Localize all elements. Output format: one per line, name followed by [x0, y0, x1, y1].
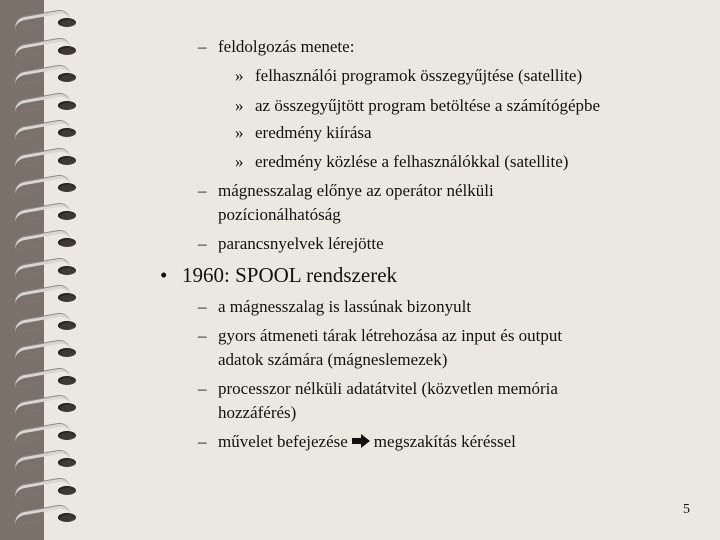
line-text: processzor nélküli adatátvitel (közvetlen memória: [218, 379, 558, 398]
line-betoltes: [235, 96, 600, 116]
line-text: hozzáférés): [218, 403, 297, 422]
line-text: felhasználói programok összegyűjtése (satellite): [255, 66, 583, 85]
line-kozles: [235, 152, 568, 172]
page-number: 5: [683, 502, 690, 517]
line-adatok: [218, 350, 447, 370]
line-lassu: [198, 297, 471, 317]
sub-marker: »: [235, 152, 244, 171]
line-text: parancsnyelvek lérejötte: [218, 234, 384, 253]
line-text: művelet befejezése: [218, 432, 348, 451]
line-text: az összegyűjtött program betöltése a számítógépbe: [255, 96, 601, 115]
line-felhasznaloi: [235, 66, 582, 86]
line-feldolgozas: [198, 37, 354, 57]
line-text: mágnesszalag előnye az operátor nélküli: [218, 181, 494, 200]
dash-marker: –: [198, 432, 207, 451]
line-gyors-tarak: [198, 326, 562, 346]
right-arrow-icon: [351, 433, 371, 454]
line-text: megszakítás kéréssel: [373, 432, 516, 451]
line-text: gyors átmeneti tárak létrehozása az input és output: [218, 326, 563, 345]
line-text: eredmény közlése a felhasználókkal (satellite): [255, 152, 569, 171]
dash-marker: –: [198, 234, 207, 253]
line-pozicionalhatosag: [218, 205, 341, 225]
line-text: pozícionálhatóság: [218, 205, 341, 224]
dash-marker: –: [198, 181, 207, 200]
dash-marker: –: [198, 37, 207, 56]
heading-text: 1960: SPOOL rendszerek: [182, 263, 398, 287]
sub-marker: »: [235, 96, 244, 115]
line-magnesszalag-elonye: [198, 181, 494, 201]
line-hozzaferes: [218, 403, 296, 423]
dash-marker: –: [198, 326, 207, 345]
sub-marker: »: [235, 123, 244, 142]
line-processzor: [198, 379, 558, 399]
bullet-spool: [160, 263, 397, 287]
line-muvelet: [198, 432, 516, 454]
line-text: feldolgozás menete:: [218, 37, 355, 56]
line-text: adatok számára (mágneslemezek): [218, 350, 448, 369]
line-parancsnyelvek: [198, 234, 384, 254]
dash-marker: –: [198, 297, 207, 316]
line-text: a mágnesszalag is lassúnak bizonyult: [218, 297, 472, 316]
sub-marker: »: [235, 66, 244, 85]
dash-marker: –: [198, 379, 207, 398]
bullet-marker: •: [160, 263, 168, 287]
line-kiiras: [235, 123, 372, 143]
line-text: eredmény kiírása: [255, 123, 372, 142]
